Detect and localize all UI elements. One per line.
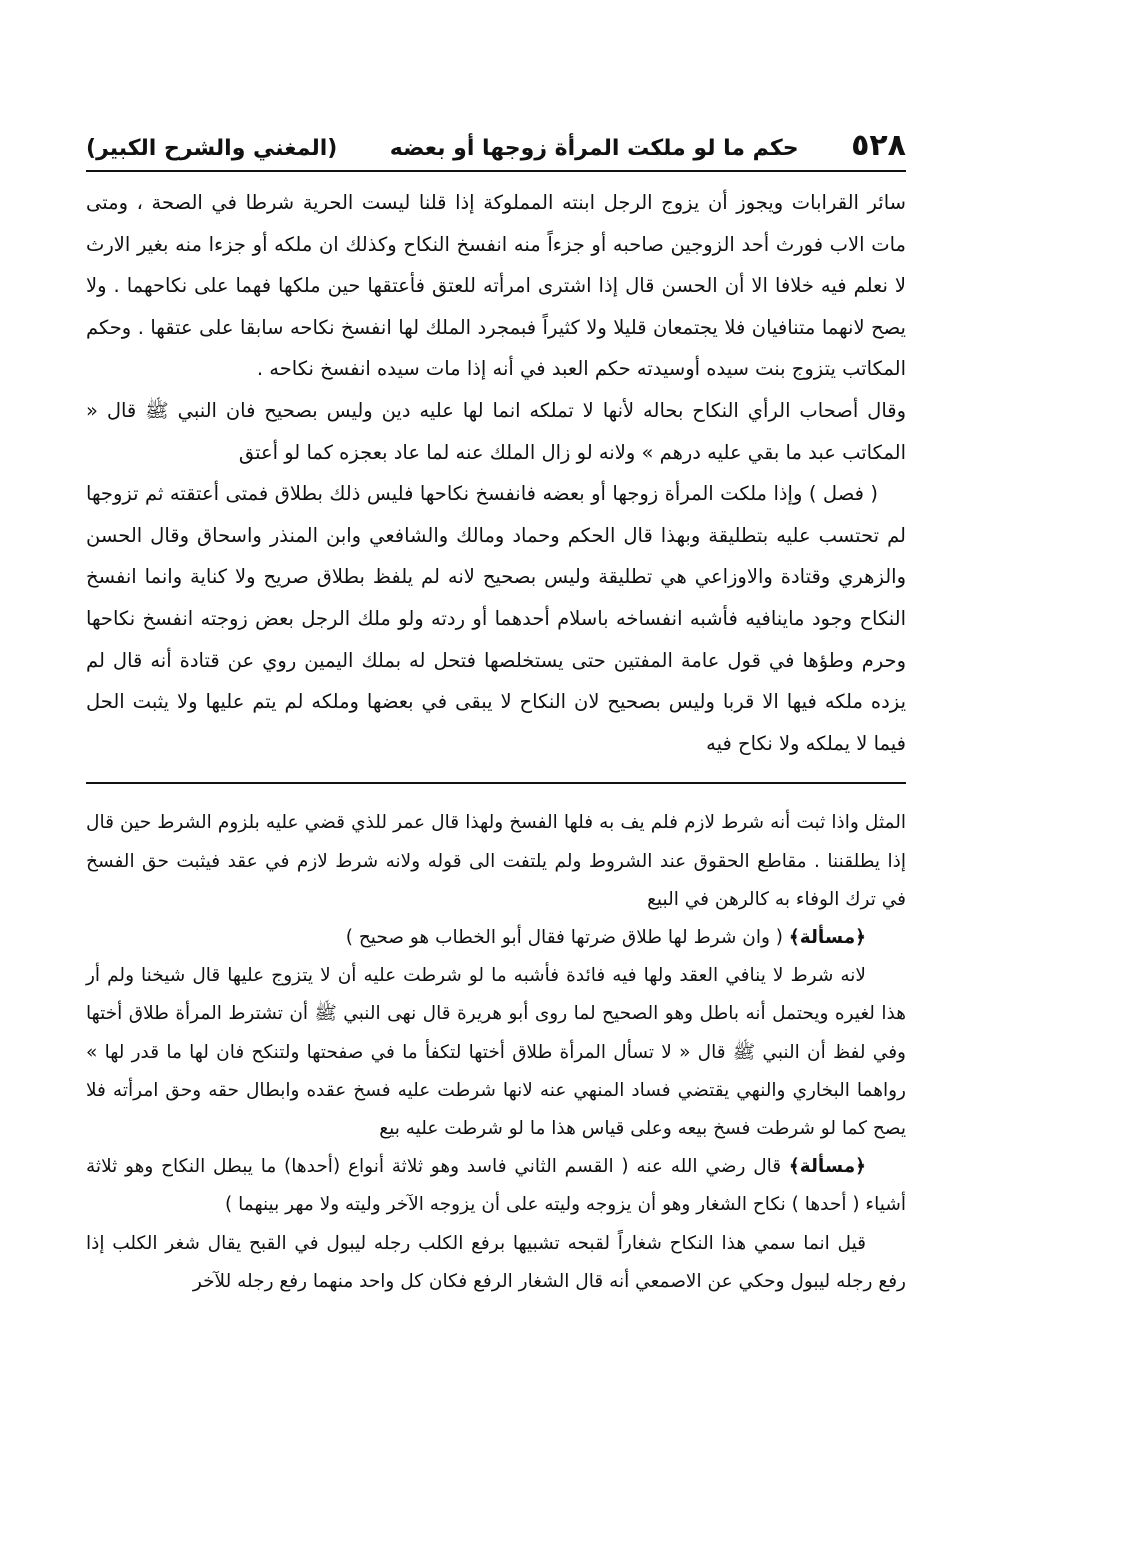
page-header [86,128,906,172]
commentary-paragraph: قيل انما سمي هذا النكاح شغاراً لقبحه تشبيها برفع الكلب رجله ليبول في القبح يقال شغر الكلب إذا رفع رجله ليبول وحكي عن الاصمعي أنه قال الشغار الرفع فكان كل واحد منهما رفع رجله للآخر [86,1232,906,1292]
main-paragraph: سائر القرابات ويجوز أن يزوج الرجل ابنته المملوكة إذا قلنا ليست الحرية شرطا في الصحة ، ومتى مات الاب فورث أحد الزوجين صاحبه أو جزءاً منه انفسخ النكاح وكذلك ان ملكه أو جزءا منه بغير الارث لا نعلم فيه خلافا الا أن الحسن قال إذا اشترى امرأته للعتق فأعتقها حين ملكها فهما على نكاحهما . ولا يصح لانهما متنافيان فلا يجتمعان قليلا ولا كثيراً فبمجرد الملك لها انفسخ نكاحه سابقا على عتقها . وحكم المكاتب يتزوج بنت سيده أوسيدته حكم العبد في أنه إذا مات سيده انفسخ نكاحه . [86,191,906,381]
main-paragraph: وقال أصحاب الرأي النكاح بحاله لأنها لا تملكه انما لها عليه دين وليس بصحيح فان النبي ﷺ قال « المكاتب عبد ما بقي عليه درهم » ولانه لو زال الملك عنه لما عاد بعجزه كما لو أعتق [86,398,906,464]
book-page [86,128,906,1301]
running-title: حكم ما لو ملكت المرأة زوجها أو بعضه [389,136,799,161]
commentary-text [86,804,906,1301]
book-title: (المغني والشرح الكبير) [86,136,338,161]
masala-label: ﴿مسألة﴾ [788,1156,866,1178]
masala-text: قال رضي الله عنه ( القسم الثاني فاسد وهو ثلاثة أنواع (أحدها) ما يبطل النكاح وهو ثلاثة أشياء ( أحدها ) نكاح الشغار وهو أن يزوجه وليته على أن يزوجه الآخر وليته ولا مهر بينهما ) [86,1156,906,1216]
commentary-paragraph: المثل واذا ثبت أنه شرط لازم فلم يف به فلها الفسخ ولهذا قال عمر للذي قضي عليه بلزوم الشرط حين قال إذا يطلقننا . مقاطع الحقوق عند الشروط ولم يلتفت الى قوله ولانه شرط لازم في عقد فيثبت حق الفسخ في ترك الوفاء به كالرهن في البيع [86,812,906,910]
main-text [86,182,906,764]
masala-label: ﴿مسألة﴾ [788,926,866,948]
page-number: ٥٢٨ [851,128,906,163]
section-divider [86,782,906,784]
masala-paragraph [86,1148,906,1224]
masala-text: ( وان شرط لها طلاق ضرتها فقال أبو الخطاب هو صحيح ) [345,926,784,948]
masala-paragraph [86,919,906,957]
fasl-paragraph: ( فصل ) وإذا ملكت المرأة زوجها أو بعضه فانفسخ نكاحها فليس ذلك بطلاق فمتى أعتقته ثم تزوجها لم تحتسب عليه بتطليقة وبهذا قال الحكم وحماد ومالك والشافعي وابن المنذر واسحاق وقال الحسن والزهري وقتادة والاوزاعي هي تطليقة وليس بصحيح لانه لم يلفظ بطلاق صريح ولا كناية وانما انفسخ النكاح وجود ماينافيه فأشبه انفساخه باسلام أحدهما أو ردته ولو ملك الرجل بعض زوجته انفسخ نكاحها وحرم وطؤها في قول عامة المفتين حتى يستخلصها فتحل له بملك اليمين روي عن قتادة أنه قال لم يزده ملكه فيها الا قربا وليس بصحيح لان النكاح لا يبقى في بعضها وملكه لم يتم عليها ولا يثبت الحل فيما لا يملكه ولا نكاح فيه [86,482,906,755]
commentary-paragraph: لانه شرط لا ينافي العقد ولها فيه فائدة فأشبه ما لو شرطت عليه أن لا يتزوج عليها قال شيخنا ولم أر هذا لغيره ويحتمل أنه باطل وهو الصحيح لما روى أبو هريرة قال نهى النبي ﷺ أن تشترط المرأة طلاق أختها وفي لفظ أن النبي ﷺ قال « لا تسأل المرأة طلاق أختها لتكفأ ما في صفحتها ولتنكح فان لها ما قدر لها » رواهما البخاري والنهي يقتضي فساد المنهي عنه لانها شرطت عليه فسخ عقده وابطال حقه وحق امرأته فلا يصح كما لو شرطت فسخ بيعه وعلى قياس هذا ما لو شرطت عليه بيع [86,965,906,1139]
